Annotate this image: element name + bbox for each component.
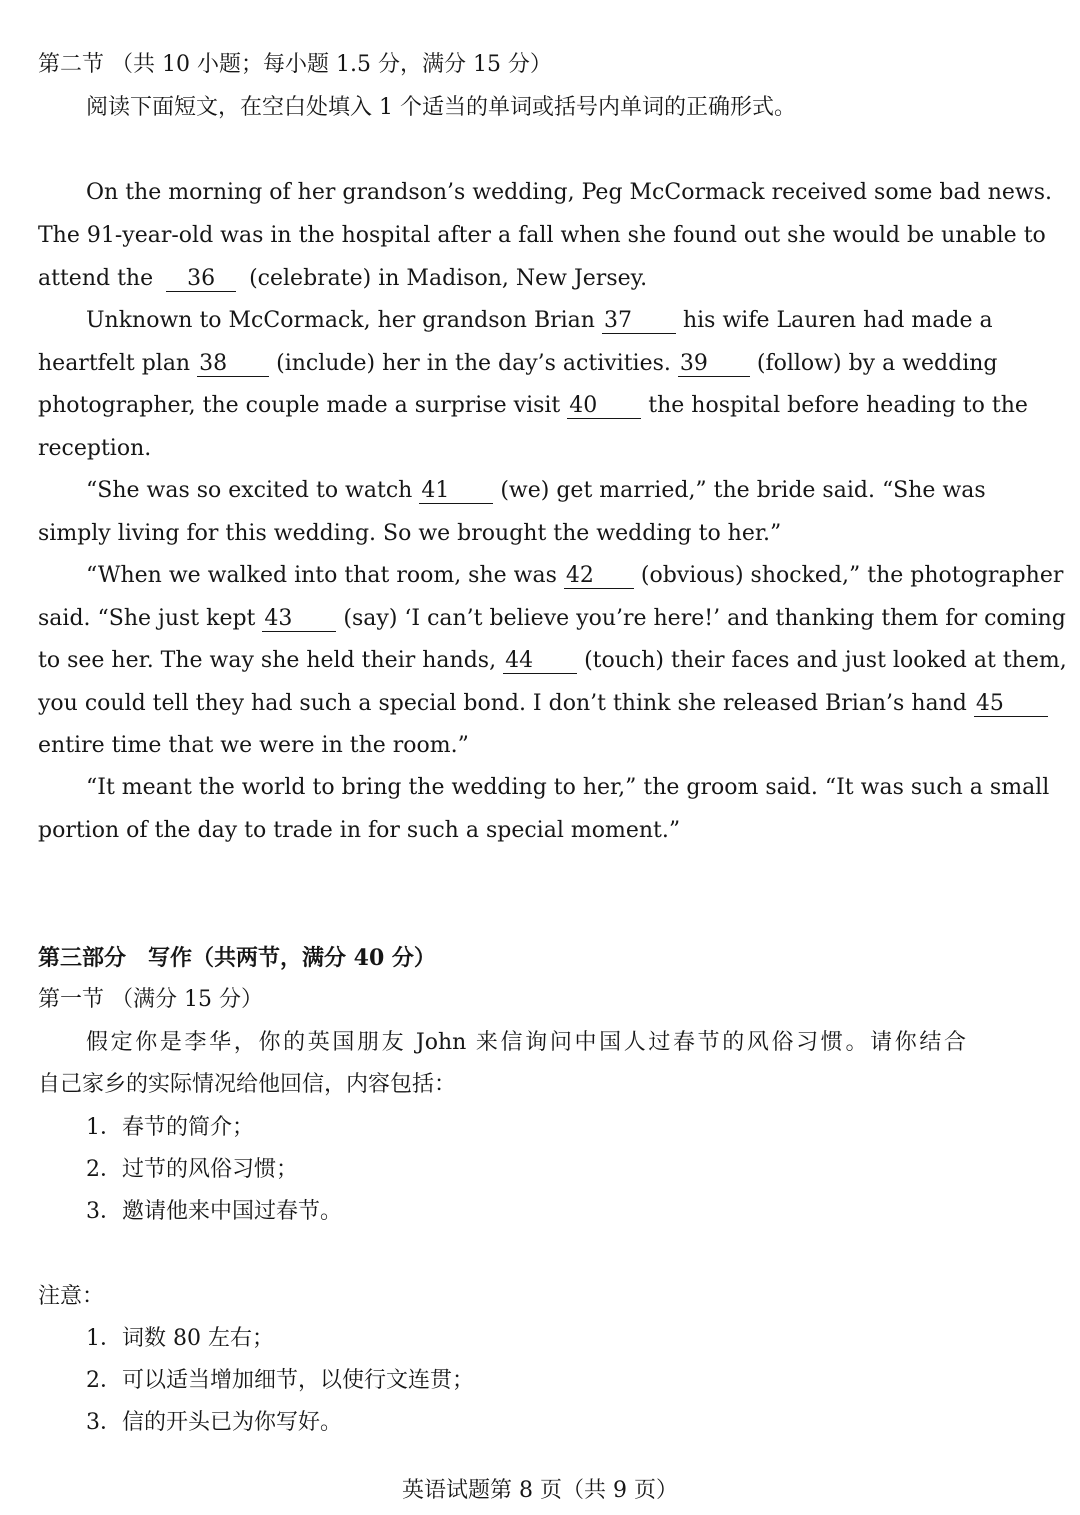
passage-text: you could tell they had such a special bond. I don’t think she released Brian’s hand bbox=[38, 691, 967, 716]
passage-line: “It meant the world to bring the wedding to her,” the groom said. “It was such a small bbox=[86, 775, 1050, 800]
passage-line: The 91-year-old was in the hospital after a fall when she found out she would be unable to bbox=[38, 223, 1046, 248]
blank-37: 37 bbox=[602, 309, 676, 334]
content-item: 1．春节的简介； bbox=[86, 1115, 254, 1140]
passage-text: heartfelt plan bbox=[38, 351, 191, 376]
passage-line bbox=[86, 306, 993, 336]
passage-text: (touch) their faces and just looked at them, bbox=[584, 648, 1067, 673]
passage-text: (obvious) shocked,” the photographer bbox=[640, 563, 1064, 588]
note-item: 1．词数 80 左右； bbox=[86, 1326, 274, 1351]
passage-text: to see her. The way she held their hands, bbox=[38, 648, 497, 673]
passage-line bbox=[38, 264, 647, 294]
passage-line: entire time that we were in the room.” bbox=[38, 733, 469, 758]
blank-42: 42 bbox=[564, 564, 634, 589]
passage-text: (say) ‘I can’t believe you’re here!’ and thanking them for coming bbox=[343, 606, 1066, 631]
blank-44: 44 bbox=[503, 649, 577, 674]
passage-line bbox=[38, 391, 1028, 421]
passage-text: attend the bbox=[38, 266, 154, 291]
note-title: 注意： bbox=[38, 1284, 105, 1309]
passage-line bbox=[86, 476, 986, 506]
passage-text: his wife Lauren had made a bbox=[682, 308, 993, 333]
note-item: 3．信的开头已为你写好。 bbox=[86, 1410, 342, 1435]
passage-line: reception. bbox=[38, 436, 152, 461]
passage-text: Unknown to McCormack, her grandson Brian bbox=[86, 308, 595, 333]
passage-line: On the morning of her grandson’s wedding, Peg McCormack received some bad news. bbox=[86, 180, 1053, 205]
section-2-instruction: 阅读下面短文，在空白处填入 1 个适当的单词或括号内单词的正确形式。 bbox=[86, 95, 796, 120]
section-1-title: 第一节 （满分 15 分） bbox=[38, 987, 263, 1012]
blank-38: 38 bbox=[197, 352, 269, 377]
blank-40: 40 bbox=[567, 394, 641, 419]
content-item: 2．过节的风俗习惯； bbox=[86, 1157, 298, 1182]
writing-prompt-line: 自己家乡的实际情况给他回信，内容包括： bbox=[38, 1072, 457, 1097]
page-footer: 英语试题第 8 页（共 9 页） bbox=[402, 1478, 678, 1503]
passage-line bbox=[38, 349, 998, 379]
passage-text: the hospital before heading to the bbox=[648, 393, 1028, 418]
note-item: 2．可以适当增加细节，以使行文连贯； bbox=[86, 1368, 474, 1393]
blank-39: 39 bbox=[678, 352, 750, 377]
blank-43: 43 bbox=[262, 607, 336, 632]
section-2-title: 第二节 （共 10 小题；每小题 1.5 分，满分 15 分） bbox=[38, 52, 552, 77]
passage-line: simply living for this wedding. So we brought the wedding to her.” bbox=[38, 521, 782, 546]
passage-text: “She was so excited to watch bbox=[86, 478, 413, 503]
passage-text: (follow) by a wedding bbox=[756, 351, 998, 376]
blank-41: 41 bbox=[419, 479, 493, 504]
passage-line bbox=[38, 604, 1066, 634]
passage-text: (include) her in the day’s activities. bbox=[276, 351, 671, 376]
passage-text: (celebrate) in Madison, New Jersey. bbox=[249, 266, 648, 291]
blank-36: 36 bbox=[166, 267, 236, 292]
passage-text: said. “She just kept bbox=[38, 606, 256, 631]
content-item: 3．邀请他来中国过春节。 bbox=[86, 1199, 342, 1224]
passage-line: portion of the day to trade in for such a special moment.” bbox=[38, 818, 681, 843]
passage-text: “When we walked into that room, she was bbox=[86, 563, 557, 588]
passage-line bbox=[38, 689, 1004, 719]
part-3-title: 第三部分 写作（共两节，满分 40 分） bbox=[38, 945, 436, 971]
writing-prompt-line: 假定你是李华，你的英国朋友 John 来信询问中国人过春节的风俗习惯。请你结合 bbox=[86, 1030, 966, 1055]
passage-line bbox=[38, 646, 1067, 676]
passage-line bbox=[86, 561, 1064, 591]
blank-45: 45 bbox=[974, 692, 1048, 717]
passage-text: photographer, the couple made a surprise visit bbox=[38, 393, 561, 418]
passage-text: (we) get married,” the bride said. “She was bbox=[500, 478, 986, 503]
